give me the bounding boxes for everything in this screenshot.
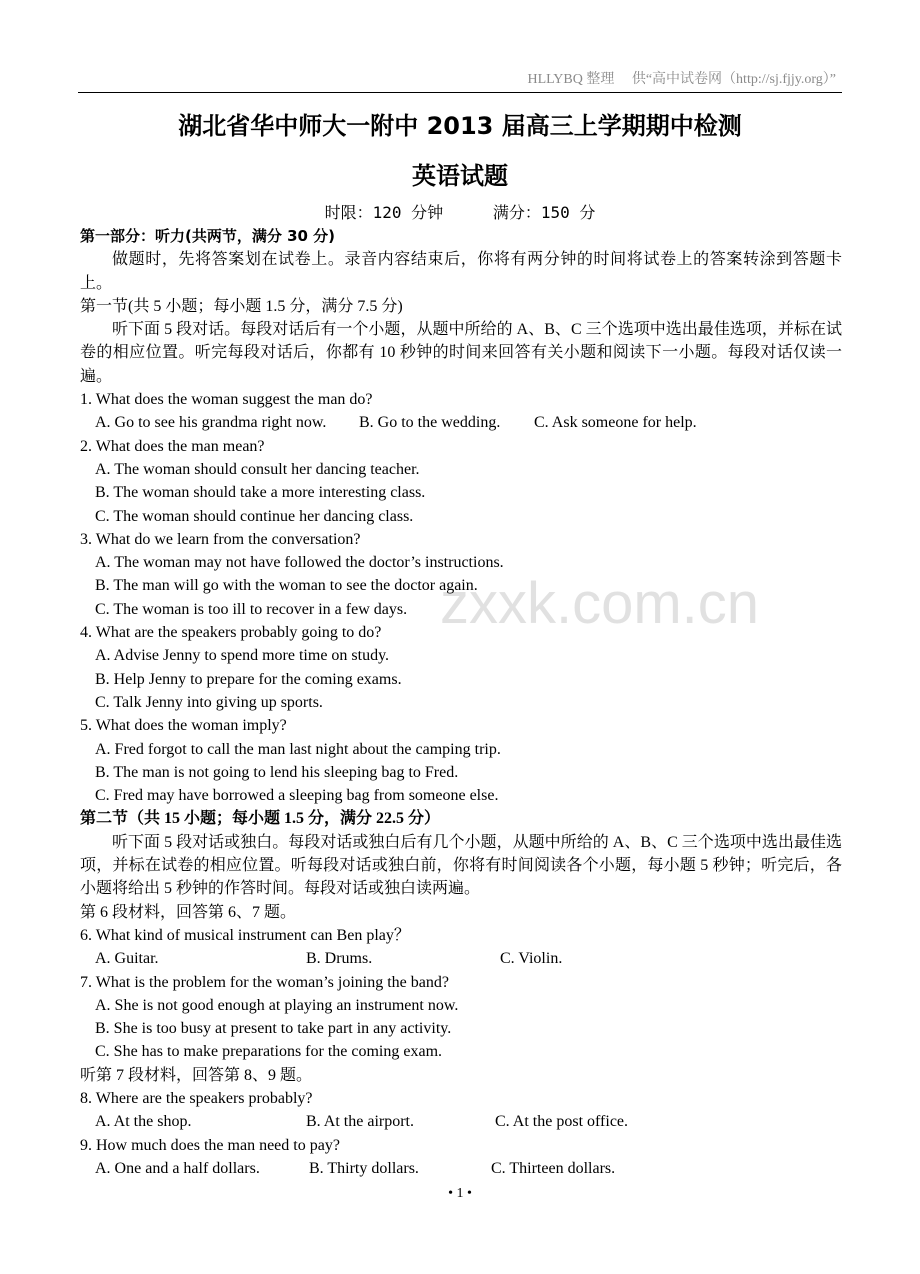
option-a: A. The woman may not have followed the doctor’s instructions. xyxy=(95,554,504,572)
section1-heading: 第一节(共 5 小题；每小题 1.5 分，满分 7.5 分) xyxy=(80,297,403,315)
exam-title: 湖北省华中师大一附中 2013 届高三上学期期中检测 xyxy=(178,112,742,140)
exam-content xyxy=(80,225,842,1180)
option-a: A. Go to see his grandma right now. xyxy=(95,414,327,432)
question-stem: 5. What does the woman imply? xyxy=(80,717,287,735)
option-a: A. Advise Jenny to spend more time on study. xyxy=(95,647,390,665)
option-b: B. Go to the wedding. xyxy=(359,414,501,432)
question-7 xyxy=(80,971,842,1064)
question-4 xyxy=(80,621,842,714)
question-stem: 9. How much does the man need to pay? xyxy=(80,1136,340,1154)
question-options xyxy=(80,947,842,970)
option-b: B. The man will go with the woman to see the doctor again. xyxy=(95,577,478,595)
question-stem: 7. What is the problem for the woman’s joining the band? xyxy=(80,973,449,991)
option-a: A. One and a half dollars. xyxy=(95,1159,260,1177)
question-stem: 1. What does the woman suggest the man do? xyxy=(80,391,373,409)
part1-heading: 第一部分：听力(共两节，满分 30 分) xyxy=(80,227,336,245)
option-c: C. At the post office. xyxy=(495,1113,629,1131)
option-a: A. The woman should consult her dancing teacher. xyxy=(95,460,420,478)
header-source-note: HLLYBQ 整理 供“高中试卷网（http://sj.fjjy.org）” xyxy=(527,72,836,87)
section1-instructions: 听下面 5 段对话。每段对话后有一个小题，从题中所给的 A、B、C 三个选项中选出最佳选项，并标在试卷的相应位置。听完每段对话后，你都有 10 秒钟的时间来回答有关小题和阅读下一小题。每段对话仅读一遍。 xyxy=(80,321,842,385)
question-options xyxy=(80,1157,842,1180)
section2-instructions: 听下面 5 段对话或独白。每段对话或独白后有几个小题，从题中所给的 A、B、C 三个选项中选出最佳选项，并标在试卷的相应位置。听每段对话或独白前，你将有时间阅读各个小题，每小题 5 秒钟；听完后，各小题将给出 5 秒钟的作答时间。每段对话或独白读两遍。 xyxy=(80,833,842,898)
option-b: B. Help Jenny to prepare for the coming exams. xyxy=(95,670,402,688)
option-c: C. She has to make preparations for the coming exam. xyxy=(95,1043,443,1061)
option-c: C. Thirteen dollars. xyxy=(491,1159,616,1177)
question-stem: 4. What are the speakers probably going to do? xyxy=(80,624,382,642)
full-score: 满分：150 分 xyxy=(492,203,596,222)
question-stem: 2. What does the man mean? xyxy=(80,437,265,455)
question-5 xyxy=(80,714,842,807)
part1-instructions: 做题时，先将答案划在试卷上。录音内容结束后，你将有两分钟的时间将试卷上的答案转涂到答题卡上。 xyxy=(80,251,842,292)
option-b: B. At the airport. xyxy=(306,1113,414,1131)
header-divider xyxy=(78,92,842,93)
question-1 xyxy=(80,388,842,435)
option-c: C. Talk Jenny into giving up sports. xyxy=(95,693,323,711)
option-c: C. The woman is too ill to recover in a few days. xyxy=(95,600,408,618)
question-options xyxy=(80,411,842,434)
material-6-note: 第 6 段材料，回答第 6、7 题。 xyxy=(80,903,297,921)
option-c: C. Violin. xyxy=(500,950,563,968)
option-a: A. Guitar. xyxy=(95,950,159,968)
option-b: B. Drums. xyxy=(306,950,373,968)
time-limit: 时限：120 分钟 xyxy=(324,203,444,222)
exam-subtitle: 英语试题 xyxy=(412,162,508,190)
page-number: • 1 • xyxy=(448,1186,472,1201)
option-b: B. The man is not going to lend his sleeping bag to Fred. xyxy=(95,763,459,781)
option-a: A. At the shop. xyxy=(95,1113,192,1131)
option-b: B. Thirty dollars. xyxy=(309,1159,419,1177)
option-c: C. Ask someone for help. xyxy=(534,414,697,432)
question-options xyxy=(80,1110,842,1133)
question-2 xyxy=(80,435,842,528)
question-stem: 8. Where are the speakers probably? xyxy=(80,1089,313,1107)
option-b: B. She is too busy at present to take part in any activity. xyxy=(95,1020,452,1038)
option-b: B. The woman should take a more interesting class. xyxy=(95,484,426,502)
question-stem: 6. What kind of musical instrument can Ben play？ xyxy=(80,926,410,944)
option-a: A. Fred forgot to call the man last night about the camping trip. xyxy=(95,740,501,758)
option-a: A. She is not good enough at playing an instrument now. xyxy=(95,996,459,1014)
question-8 xyxy=(80,1087,842,1134)
section2-heading: 第二节（共 15 小题；每小题 1.5 分，满分 22.5 分） xyxy=(80,810,441,828)
material-7-note: 听第 7 段材料，回答第 8、9 题。 xyxy=(80,1066,313,1084)
option-c: C. Fred may have borrowed a sleeping bag from someone else. xyxy=(95,787,499,805)
question-stem: 3. What do we learn from the conversation? xyxy=(80,530,361,548)
option-c: C. The woman should continue her dancing class. xyxy=(95,507,414,525)
exam-time-score xyxy=(0,200,920,223)
question-9 xyxy=(80,1134,842,1181)
question-6 xyxy=(80,924,842,971)
question-3 xyxy=(80,528,842,621)
watermark: zxxk.com.cn xyxy=(440,571,760,636)
